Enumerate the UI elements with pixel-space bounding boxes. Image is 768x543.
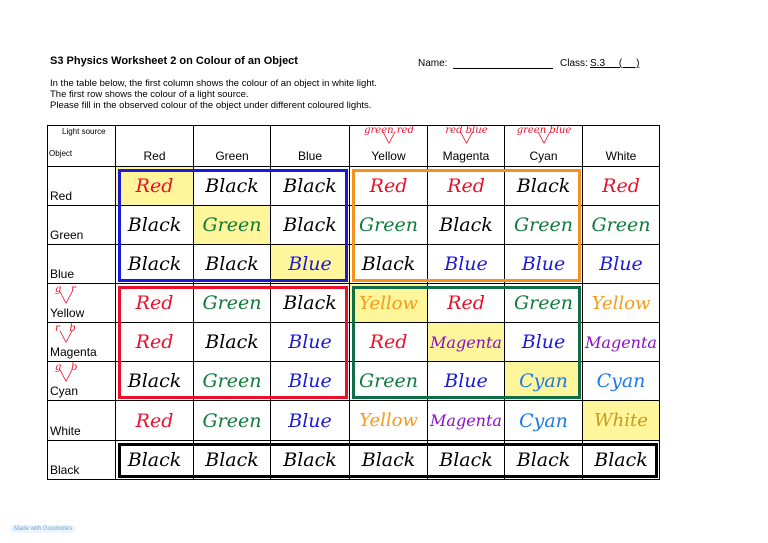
corner-light-source-label: Light source — [62, 127, 106, 136]
answer-cell[interactable]: Black — [271, 206, 350, 245]
instructions — [50, 78, 377, 111]
answer-cell[interactable]: Black — [116, 441, 194, 480]
mixing-arrow-icon: ╲╱ — [537, 133, 551, 144]
name-field[interactable] — [453, 68, 553, 69]
answer-cell[interactable]: Magenta — [428, 323, 505, 362]
answer-cell[interactable]: Blue — [583, 245, 660, 284]
answer-cell[interactable]: Blue — [428, 362, 505, 401]
corner-cell — [47, 125, 116, 167]
column-header: Blue — [271, 125, 350, 167]
answer-cell[interactable]: Cyan — [505, 401, 583, 441]
column-header: Cyan green blue ╲╱ — [505, 125, 583, 167]
mixing-arrow-icon: ╲╱ — [382, 133, 396, 144]
mixing-note: g b — [55, 362, 78, 373]
row-label: White — [47, 401, 116, 441]
mixing-note: g r — [55, 284, 76, 295]
answer-cell[interactable]: Blue — [428, 245, 505, 284]
answer-cell[interactable]: Red — [116, 323, 194, 362]
answer-cell[interactable]: Red — [350, 167, 428, 206]
mixing-note: green blue — [516, 125, 572, 136]
column-header: Red — [116, 125, 194, 167]
row-label: Cyan g b ╲╱ — [47, 362, 116, 401]
answer-cell[interactable]: Green — [194, 401, 271, 441]
column-header: Yellow green red ╲╱ — [350, 125, 428, 167]
answer-cell[interactable]: Red — [116, 284, 194, 323]
row-label: Magenta r b ╲╱ — [47, 323, 116, 362]
answer-cell[interactable]: Red — [583, 167, 660, 206]
answer-cell[interactable]: Yellow — [583, 284, 660, 323]
answer-cell[interactable]: Black — [116, 362, 194, 401]
row-label: Red — [47, 167, 116, 206]
mixing-arrow-icon: ╲╱ — [460, 133, 473, 144]
answer-cell[interactable]: Blue — [271, 245, 350, 284]
answer-cell[interactable]: Yellow — [350, 401, 428, 441]
answer-cell[interactable]: Red — [350, 323, 428, 362]
goodnotes-watermark: Made with Goodnotes — [10, 525, 76, 533]
row-label: Blue — [47, 245, 116, 284]
instruction-line: Please fill in the observed colour of the object under different coloured lights. — [50, 100, 372, 111]
answer-cell[interactable]: Black — [194, 167, 271, 206]
answer-cell[interactable]: Green — [583, 206, 660, 245]
corner-object-label: Object — [49, 149, 73, 158]
answer-cell[interactable]: Green — [194, 284, 271, 323]
class-label: Class: — [560, 58, 588, 69]
answer-cell[interactable]: Blue — [505, 245, 583, 284]
worksheet-title: S3 Physics Worksheet 2 on Colour of an Object — [50, 55, 298, 67]
column-header: Green — [194, 125, 271, 167]
row-label: Black — [47, 441, 116, 480]
answer-cell[interactable]: Blue — [271, 362, 350, 401]
column-header: White — [583, 125, 660, 167]
mixing-arrow-icon: ╲╱ — [60, 293, 73, 304]
answer-cell[interactable]: Black — [271, 284, 350, 323]
class-field[interactable]: S.3 ( ) — [590, 58, 640, 69]
answer-cell[interactable]: Red — [116, 167, 194, 206]
answer-cell[interactable]: Magenta — [428, 401, 505, 441]
mixing-note: r b — [55, 323, 76, 334]
answer-cell[interactable]: Magenta — [583, 323, 660, 362]
answer-cell[interactable]: Black — [194, 245, 271, 284]
answer-cell[interactable]: Black — [505, 167, 583, 206]
answer-cell[interactable]: Blue — [271, 401, 350, 441]
answer-cell[interactable]: Black — [116, 206, 194, 245]
answer-cell[interactable]: Yellow — [350, 284, 428, 323]
answer-cell[interactable]: Black — [194, 441, 271, 480]
answer-cell[interactable]: Black — [271, 167, 350, 206]
instruction-line: In the table below, the first column shows the colour of an object in white light. — [50, 78, 377, 89]
answer-cell[interactable]: Green — [505, 206, 583, 245]
answer-cell[interactable]: Cyan — [505, 362, 583, 401]
answer-cell[interactable]: Green — [505, 284, 583, 323]
answer-cell[interactable]: Black — [350, 245, 428, 284]
answer-cell[interactable]: Blue — [271, 323, 350, 362]
answer-cell[interactable]: Green — [350, 206, 428, 245]
answer-cell[interactable]: Red — [428, 284, 505, 323]
answer-cell[interactable]: Black — [428, 441, 505, 480]
answer-cell[interactable]: Green — [194, 362, 271, 401]
column-header: Magenta red blue ╲╱ — [428, 125, 505, 167]
mixing-note: red blue — [445, 125, 488, 136]
answer-cell[interactable]: Red — [428, 167, 505, 206]
answer-cell[interactable]: Blue — [505, 323, 583, 362]
row-label: Green — [47, 206, 116, 245]
row-label: Yellow g r ╲╱ — [47, 284, 116, 323]
answer-cell[interactable]: Black — [271, 441, 350, 480]
answer-cell[interactable]: Green — [194, 206, 271, 245]
instruction-line: The first row shows the colour of a light source. — [50, 89, 249, 100]
mixing-note: green red — [364, 125, 414, 136]
answer-cell[interactable]: Black — [116, 245, 194, 284]
answer-cell[interactable]: Black — [583, 441, 660, 480]
mixing-arrow-icon: ╲╱ — [60, 332, 73, 343]
answer-cell[interactable]: Red — [116, 401, 194, 441]
mixing-arrow-icon: ╲╱ — [60, 371, 73, 382]
answer-cell[interactable]: Black — [350, 441, 428, 480]
answer-cell[interactable]: Black — [505, 441, 583, 480]
answer-cell[interactable]: Black — [194, 323, 271, 362]
answer-cell[interactable]: Cyan — [583, 362, 660, 401]
answer-cell[interactable]: White — [583, 401, 660, 441]
name-label: Name: — [418, 58, 448, 69]
answer-cell[interactable]: Green — [350, 362, 428, 401]
answer-cell[interactable]: Black — [428, 206, 505, 245]
